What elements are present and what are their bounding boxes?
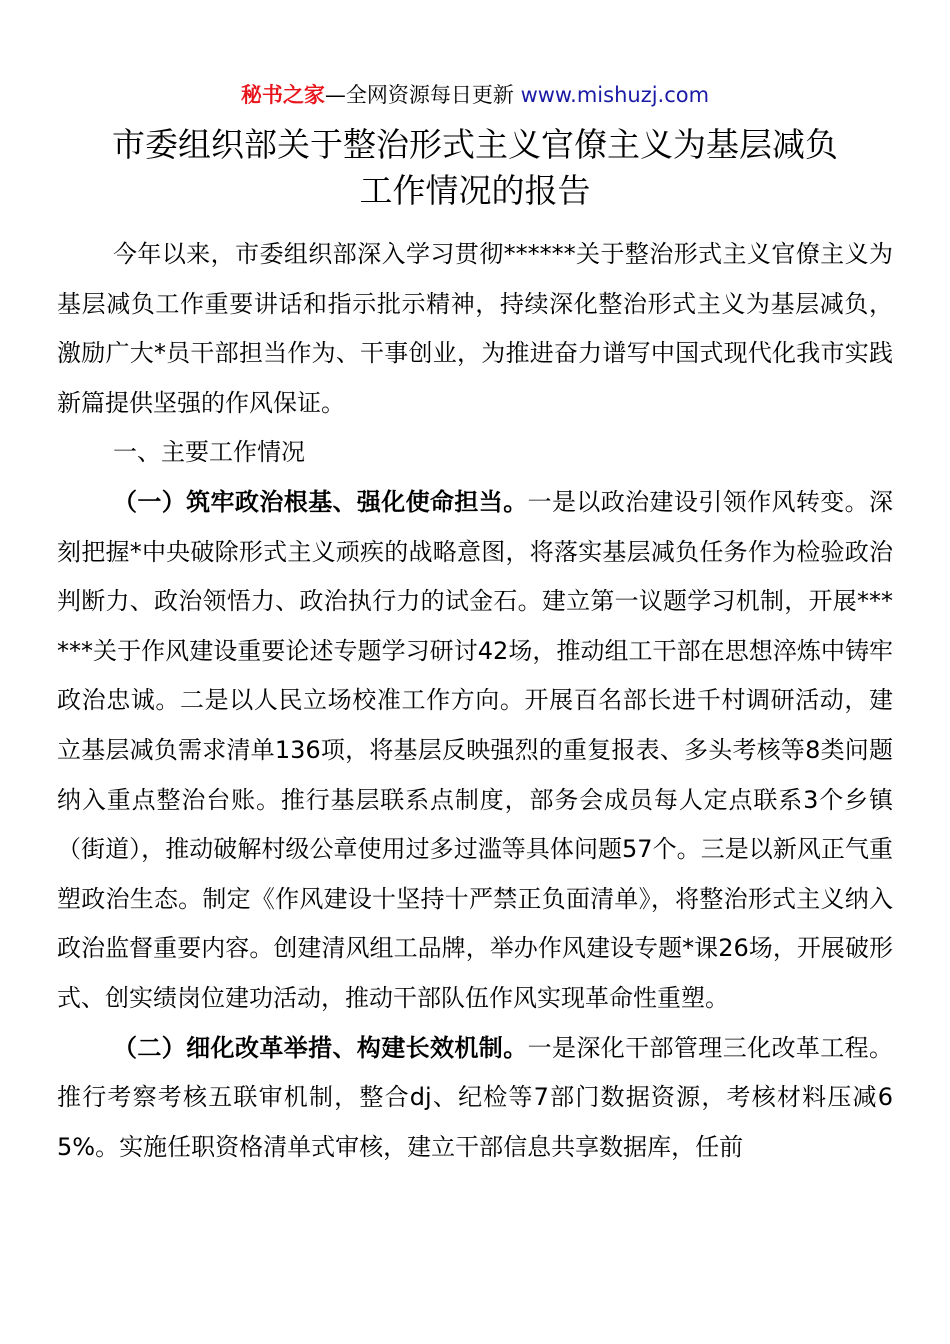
title-line-2: 工作情况的报告 xyxy=(359,171,591,210)
banner-slogan: —全网资源每日更新 xyxy=(324,83,521,107)
banner-url[interactable]: www.mishuzj.com xyxy=(520,83,710,107)
intro-paragraph: 今年以来，市委组织部深入学习贯彻******关于整治形式主义官僚主义为基层减负工作重要讲话和指示批示精神，持续深化整治形式主义为基层减负，激励广大*员干部担当作为、干事创业，为推进奋力谱写中国式现代化我市实践新篇提供坚强的作风保证。 xyxy=(57,240,893,417)
item-2-body: 一是深化干部管理三化改革工程。推行考察考核五联审机制，整合dj、纪检等7部门数据资源，考核材料压减65%。实施任职资格清单式审核，建立干部信息共享数据库，任前 xyxy=(57,1033,894,1161)
banner-brand: 秘书之家 xyxy=(240,83,325,107)
document-body xyxy=(57,230,893,1172)
section-heading: 一、主要工作情况 xyxy=(113,438,305,467)
item-1-body: 一是以政治建设引领作风转变。深刻把握*中央破除形式主义顽疾的战略意图，将落实基层减负任务作为检验政治判断力、政治领悟力、政治执行力的试金石。建立第一议题学习机制，开展******关于作风建设重要论述专题学习研讨42场，推动组工干部在思想淬炼中铸牢政治忠诚。二是以人民立场校准工作方向。开展百名部长进千村调研活动，建立基层减负需求清单136项，将基层反映强烈的重复报表、多头考核等8类问题纳入重点整治台账。推行基层联系点制度，部务会成员每人定点联系3个乡镇（街道），推动破解村级公章使用过多过滥等具体问题57个。三是以新风正气重塑政治生态。制定《作风建设十坚持十严禁正负面清单》，将整治形式主义纳入政治监督重要内容。创建清风组工品牌，举办作风建设专题*课26场，开展破形式、创实绩岗位建功活动，推动干部队伍作风实现革命性重塑。 xyxy=(57,487,894,1012)
site-banner xyxy=(0,80,950,110)
item-1-title: （一）筑牢政治根基、强化使命担当。 xyxy=(113,487,528,516)
item-2-title: （二）细化改革举措、构建长效机制。 xyxy=(113,1033,528,1062)
document-title xyxy=(40,122,910,214)
item-2-paragraph xyxy=(57,1024,893,1173)
title-line-1: 市委组织部关于整治形式主义官僚主义为基层减负 xyxy=(112,125,838,164)
item-1-paragraph xyxy=(57,478,893,1024)
